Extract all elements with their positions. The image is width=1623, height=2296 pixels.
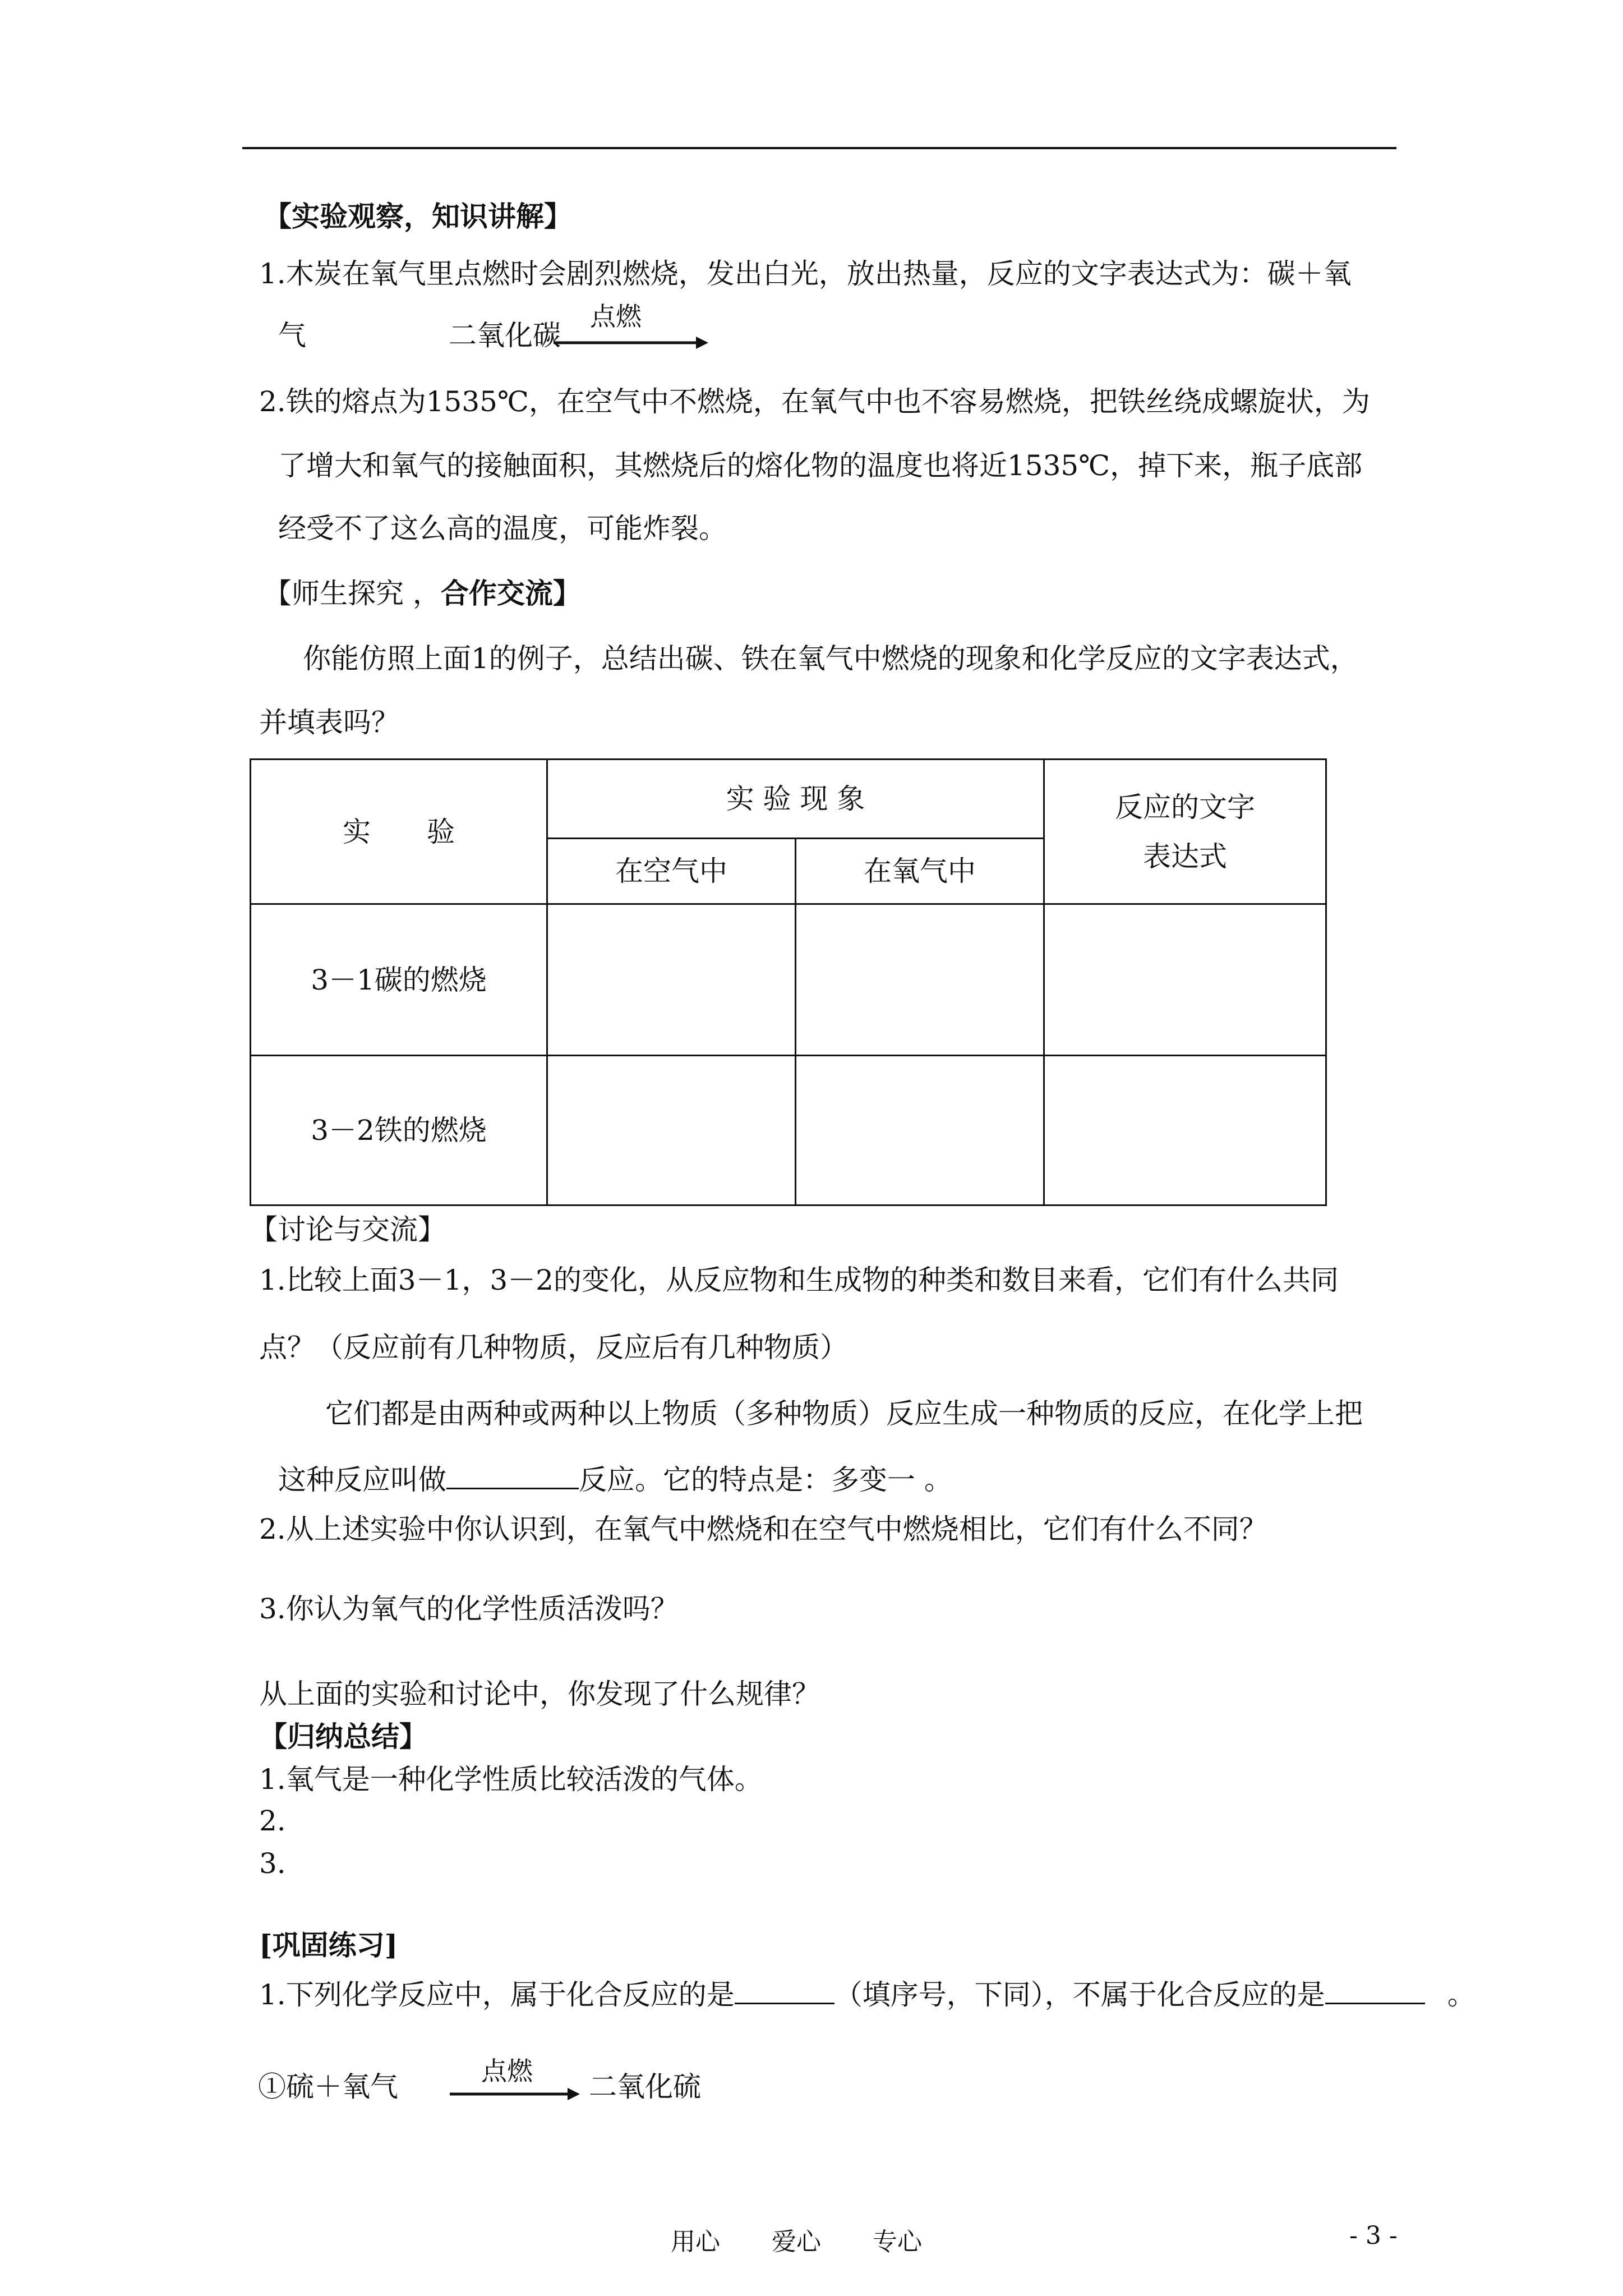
- cell-in-air[interactable]: [547, 1056, 796, 1205]
- header-experiment: 实 验: [251, 760, 547, 904]
- answer-before-blank: 这种反应叫做: [278, 1464, 446, 1496]
- practice-eq1-reactants: ①硫＋氧气: [258, 2070, 398, 2103]
- footer-motto-2: 爱心: [772, 2228, 821, 2256]
- summary-item-2: 2.: [259, 1805, 286, 1837]
- observe-item2-line3: 经受不了这么高的温度，可能炸裂。: [278, 512, 727, 545]
- practice-q1-part1: 1.下列化学反应中，属于化合反应的是: [259, 1978, 735, 2011]
- answer-blank-non-combination[interactable]: [1325, 1977, 1425, 2004]
- observe-item1-reactant: 气: [278, 319, 306, 352]
- cell-expression[interactable]: [1044, 904, 1326, 1056]
- page-number: - 3 -: [1349, 2221, 1398, 2250]
- header-in-oxygen: 在氧气中: [796, 839, 1044, 904]
- discuss-q4: 从上面的实验和讨论中，你发现了什么规律？: [259, 1678, 820, 1710]
- header-rule: [242, 147, 1396, 149]
- observe-item1-condition: 点燃: [590, 301, 642, 332]
- section-heading-summary: 【归纳总结】: [259, 1720, 427, 1753]
- inquiry-heading-part1: 【师生探究 ，: [264, 577, 441, 610]
- section-heading-observe: 【实验观察，知识讲解】: [264, 200, 572, 233]
- reaction-type-blank[interactable]: [446, 1462, 579, 1489]
- header-expression-line1: 反应的文字: [1115, 790, 1255, 823]
- section-heading-practice: [巩固练习]: [259, 1929, 398, 1962]
- practice-q1-end: 。: [1447, 1978, 1476, 2011]
- inquiry-heading-part2: 合作交流】: [440, 577, 581, 610]
- summary-item-3: 3.: [259, 1847, 286, 1880]
- reaction-arrow-icon: [552, 334, 709, 351]
- observe-item1-line1: 1.木炭在氧气里点燃时会剧烈燃烧，发出白光，放出热量，反应的文字表达式为：碳＋氧: [259, 257, 1352, 290]
- inquiry-prompt-line1: 你能仿照上面1的例子，总结出碳、铁在氧气中燃烧的现象和化学反应的文字表达式，: [303, 642, 1358, 675]
- discuss-q3: 3.你认为氧气的化学性质活泼吗？: [259, 1593, 679, 1625]
- cell-in-air[interactable]: [547, 904, 796, 1056]
- discuss-q1-line1: 1.比较上面3－1，3－2的变化，从反应物和生成物的种类和数目来看，它们有什么共同: [259, 1264, 1339, 1296]
- table-row: [251, 904, 1326, 1056]
- footer-motto-1: 用心: [671, 2228, 720, 2256]
- answer-after-blank: 反应。它的特点是：多变一 。: [579, 1464, 952, 1496]
- table-row: [251, 1056, 1326, 1205]
- observe-item2-line1: 2.铁的熔点为1535℃，在空气中不燃烧，在氧气中也不容易燃烧，把铁丝绕成螺旋状，为: [259, 385, 1370, 418]
- experiment-table: [250, 758, 1327, 1206]
- cell-expression[interactable]: [1044, 1056, 1326, 1205]
- reaction-arrow-icon: [449, 2086, 581, 2102]
- discuss-q1-answer-line2: [278, 1462, 952, 1497]
- practice-q1-part2: （填序号，下同），不属于化合反应的是: [834, 1978, 1325, 2011]
- header-expression-line2: 表达式: [1143, 840, 1227, 873]
- discuss-q1-answer-line1: 它们都是由两种或两种以上物质（多种物质）反应生成一种物质的反应，在化学上把: [325, 1397, 1363, 1430]
- cell-in-oxygen[interactable]: [796, 904, 1044, 1056]
- header-in-air: 在空气中: [547, 839, 796, 904]
- cell-experiment: 3－1碳的燃烧: [251, 904, 547, 1056]
- footer-motto-3: 专心: [873, 2228, 922, 2256]
- cell-in-oxygen[interactable]: [796, 1056, 1044, 1205]
- inquiry-prompt-line2: 并填表吗？: [259, 706, 399, 739]
- observe-item2-line2: 了增大和氧气的接触面积，其燃烧后的熔化物的温度也将近1535℃，掉下来，瓶子底部: [278, 449, 1363, 482]
- answer-blank-combination[interactable]: [735, 1977, 834, 2004]
- header-phenomenon: 实 验 现 象: [547, 760, 1044, 839]
- section-heading-inquiry: [264, 577, 581, 610]
- observe-item1-product: 二氧化碳: [449, 319, 561, 352]
- summary-item-1: 1.氧气是一种化学性质比较活泼的气体。: [259, 1763, 763, 1796]
- practice-eq1-condition: 点燃: [481, 2056, 533, 2086]
- practice-q1: [259, 1977, 1476, 2012]
- section-heading-discuss: 【讨论与交流】: [250, 1213, 446, 1246]
- discuss-q1-line2: 点？（反应前有几种物质，反应后有几种物质）: [259, 1331, 848, 1364]
- header-expression: [1044, 760, 1326, 904]
- discuss-q2: 2.从上述实验中你认识到，在氧气中燃烧和在空气中燃烧相比，它们有什么不同？: [259, 1513, 1267, 1545]
- cell-experiment: 3－2铁的燃烧: [251, 1056, 547, 1205]
- practice-eq1-product: 二氧化硫: [589, 2070, 701, 2103]
